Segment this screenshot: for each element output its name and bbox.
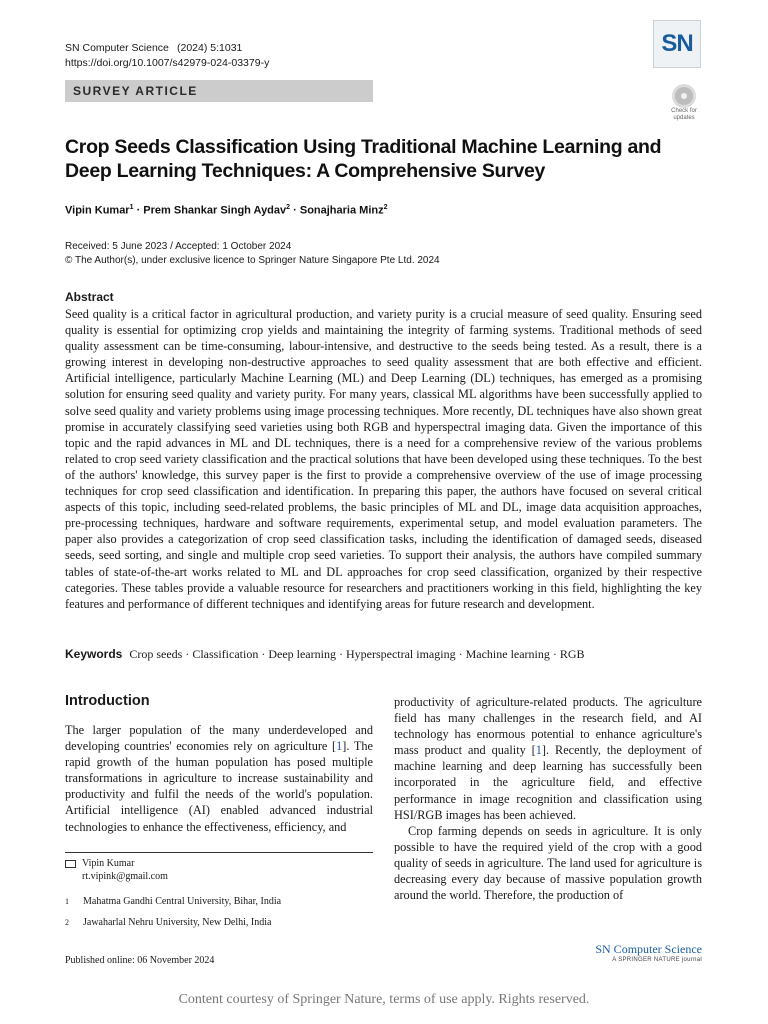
column-right [394,694,702,903]
journal-name: SN Computer Science [65,42,169,54]
affiliation-number: 1 [65,897,69,906]
affiliation-1 [65,895,281,908]
author-affiliation-marker: 2 [383,204,388,211]
footnote-rule [65,852,373,853]
envelope-icon [65,860,76,868]
check-updates-label: Check for updates [671,108,697,121]
abstract-heading: Abstract [65,290,114,304]
author-name[interactable]: Sonajharia Minz [299,204,384,217]
sn-logo [653,20,701,68]
intro-text: productivity of agriculture-related products. The agriculture field has many challenges in the research field, and AI technology has enormous potential to enhance agriculture's mass product and quality [ [394,695,702,758]
article-dates [65,240,440,268]
keywords-list: Crop seeds · Classification · Deep learning · Hyperspectral imaging · Machine learning · RGB [129,647,585,661]
affiliation-text: Mahatma Gandhi Central University, Bihar, India [83,896,282,907]
affiliation-number: 2 [65,918,69,927]
citation: (2024) 5:1031 [177,42,243,54]
copyright: © The Author(s), under exclusive licence to Springer Nature Singapore Pte Ltd. 2024 [65,255,440,266]
author-affiliation-marker: 1 [129,204,134,211]
intro-paragraph-1 [65,722,373,835]
affiliation-text: Jawaharlal Nehru University, New Delhi, India [83,917,272,928]
article-title: Crop Seeds Classification Using Traditional Machine Learning and Deep Learning Techniques: A Comprehensive Survey [65,136,662,182]
published-date: Published online: 06 November 2024 [65,955,215,966]
author-affiliation-marker: 2 [286,204,291,211]
update-icon [672,84,696,108]
intro-text: The larger population of the many underdeveloped and developing countries' economies rely on agriculture [ [65,723,373,754]
affiliation-2 [65,916,271,929]
abstract-text: Seed quality is a critical factor in agricultural production, and variety purity is a crucial measure of seed quality. Ensuring seed quality is essential for optimizing crop yields and maintaining the integrity of farming systems. Traditional methods of seed quality assessment can be time-consuming, labour-intensive, and destructive to the seeds being tested. As a result, there is a growing interest in developing non-destructive approaches to seed quality assessment that are both effective and efficient. Artificial intelligence, particularly Machine Learning (ML) and Deep Learning (DL) techniques, has emerged as a promising solution for ensuring seed quality and variety purity. For many years, classical ML algorithms have been successfully applied to solve seed quality and variety problems using image processing techniques. More recently, DL techniques have also shown great promise in accurately classifying seed varieties using both RGB and hyperspectral imaging data. Given the importance of this topic and the rapid advances in ML and DL techniques, there is a need for a comprehensive review of the various problems related to crop seed variety classification and the practical solutions that have been developed using these techniques. To the best of the authors' knowledge, this survey paper is the first to provide a comprehensive overview of the use of image processing techniques for crop seed classification and identification. In preparing this paper, the authors have focused on several critical aspects of this topic, including seed-related problems, the basic principles of ML and DL, image data acquisition approaches, pre-processing techniques, hardware and software requirements, experimental setup, and model evaluation parameters. The paper also provides a categorization of crop seed classification tasks, including the identification of damaged seeds, diseased seeds, seed sorting, and single and multiple crop seed varieties. To support their analysis, the authors have compiled summary tables of state-of-the-art works related to ML and DL approaches for crop seed classification, organized by their respective categories. These tables provide a valuable resource for researchers and practitioners working in this field, highlighting the key features and performance of different techniques and identifying areas for future research and development. [65,307,702,611]
journal-header [65,41,269,71]
keywords [65,647,585,662]
author-name[interactable]: Prem Shankar Singh Aydav [143,204,287,217]
author-separator: · [136,204,141,217]
author-separator: · [293,204,297,217]
citation-link[interactable]: 1 [535,743,542,758]
courtesy-notice: Content courtesy of Springer Nature, terms of use apply. Rights reserved. [178,992,590,1007]
column-left [65,693,373,835]
corresponding-author [65,857,168,883]
journal-footer [560,942,702,963]
corresponding-email[interactable]: rt.vipink@gmail.com [82,871,168,882]
footer-publisher: A SPRINGER NATURE journal [612,957,702,963]
author-list [65,204,388,217]
intro-paragraph-1-cont [394,694,702,823]
corresponding-name: Vipin Kumar [82,858,135,869]
footer-journal: SN Computer Science [595,942,702,956]
article-type-badge: SURVEY ARTICLE [65,80,373,102]
intro-text: ]. The rapid growth of the human population has posed multiple transformations in agriculture to increase sustainability and productivity and fulfil the needs of the world's population. Artificial intelligence (AI) enabled advanced industrial technologies to enhance the effectiveness, efficiency, and [65,739,374,834]
received-accepted: Received: 5 June 2023 / Accepted: 1 October 2024 [65,241,292,252]
author-name[interactable]: Vipin Kumar [65,204,130,217]
intro-text: ]. Recently, the deployment of machine learning and deep learning has successfully been incorporated in the agriculture field, and effective performance in image recognition and classification using HSI/RGB images has been achieved. [394,743,702,822]
check-for-updates-badge[interactable] [664,84,704,124]
citation-link[interactable]: 1 [336,739,343,754]
intro-paragraph-2: Crop farming depends on seeds in agriculture. It is only possible to have the required yield of the crop with a good quality of seeds in agriculture. The land used for agriculture is decreasing every day because of massive population growth around the world. Therefore, the production of [394,823,702,903]
keywords-heading: Keywords [65,647,123,661]
doi-link[interactable]: https://doi.org/10.1007/s42979-024-03379-y [65,57,270,69]
sn-logo-text: SN [661,30,693,57]
introduction-heading: Introduction [65,693,150,709]
